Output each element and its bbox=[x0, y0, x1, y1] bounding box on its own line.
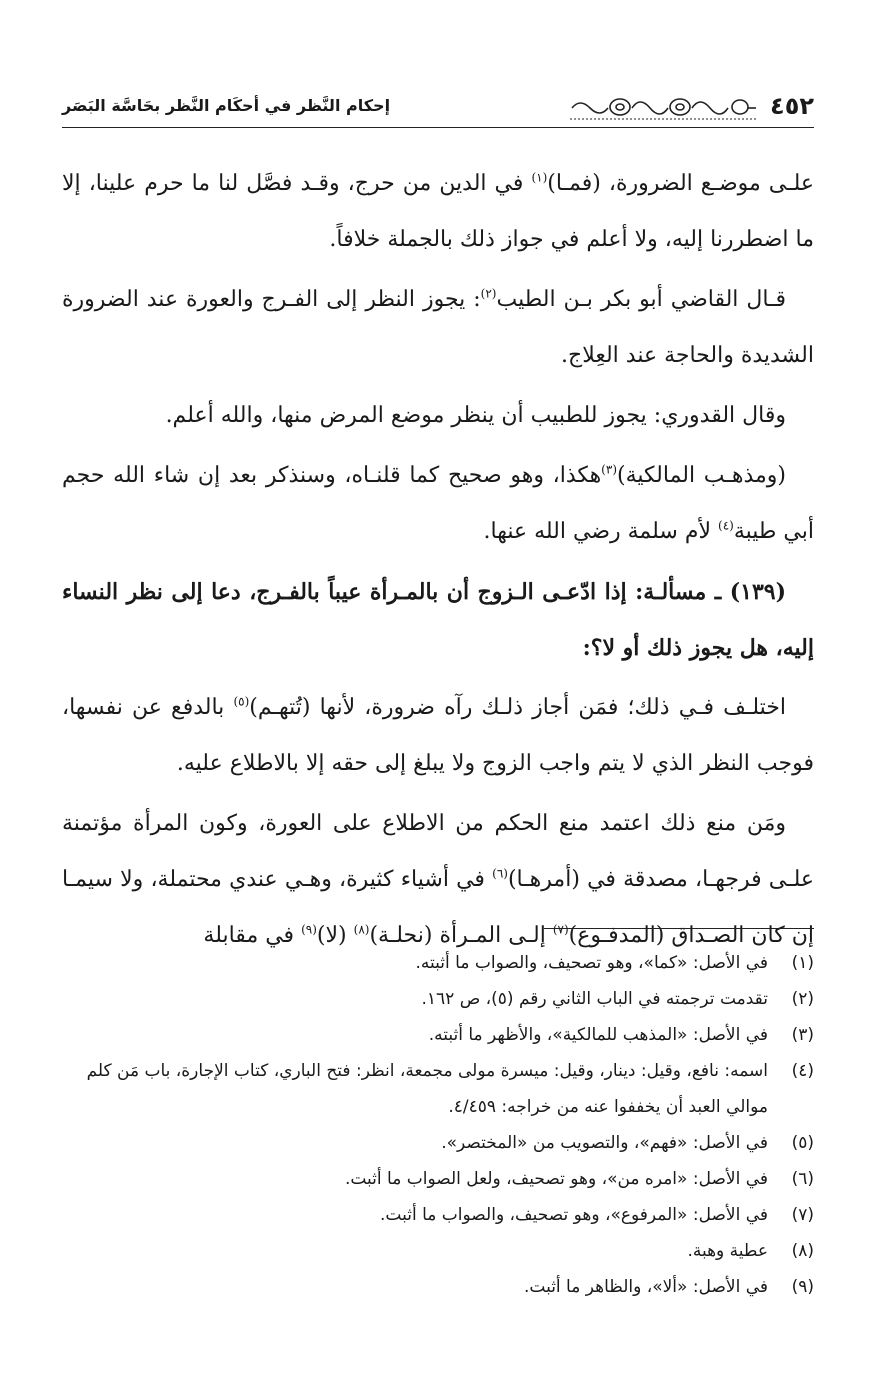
footnote-number: (٣) bbox=[791, 1025, 814, 1045]
footnote-item bbox=[62, 1197, 814, 1233]
footnote-number: (٤) bbox=[791, 1061, 814, 1081]
text-run: (ومذهـب المالكية) bbox=[617, 463, 786, 488]
text-run: هكذا، وهو صحيح كما قلنـاه، وسنذكر بعد إن شاء الله حجم أبي طيبة bbox=[62, 463, 814, 544]
text-run: في الدين من حرج، وقـد فصَّل لنا ما حرم علينا، إلا ما اضطررنا إليه، ولا أعلم في جواز ذلك بالجملة خلافاً. bbox=[62, 171, 814, 252]
text-run: قـال القاضي أبو بكر بـن الطيب bbox=[496, 287, 786, 312]
footnote-number: (٥) bbox=[791, 1133, 814, 1153]
footnote-item bbox=[62, 1161, 814, 1197]
text-run: في مقابلة bbox=[203, 923, 302, 948]
paragraph bbox=[62, 680, 814, 792]
text-run: لأم سلمة رضي الله عنها. bbox=[483, 519, 719, 544]
footnote-number: (١) bbox=[791, 953, 814, 973]
footnote-text: في الأصل: «امره من»، وهو تصحيف، ولعل الصواب ما أثبت. bbox=[344, 1169, 768, 1189]
footnote-text: في الأصل: «المذهب للمالكية»، والأظهر ما أثبته. bbox=[428, 1025, 768, 1045]
footnote-ref[interactable]: (٩) bbox=[301, 922, 317, 937]
footnote-ref[interactable]: (٦) bbox=[492, 866, 508, 881]
running-title: إحكام النَّظر في أحكَام النَّظر بحَاسَّة البَصَر bbox=[62, 96, 391, 115]
footnote-ref[interactable]: (٢) bbox=[480, 286, 497, 301]
page-number: ٤٥٢ bbox=[770, 92, 814, 120]
footnote-text: في الأصل: «ألا»، والظاهر ما أثبت. bbox=[523, 1277, 768, 1297]
footnote-item bbox=[62, 981, 814, 1017]
footnote-text: عطية وهبة. bbox=[687, 1241, 768, 1261]
text-run: علـى موضـع الضرورة، (فمـا) bbox=[547, 171, 814, 196]
footnote-text: اسمه: نافع، وقيل: دينار، وقيل: ميسرة مولى مجمعة، انظر: فتح الباري، كتاب الإجارة، باب مَن كلم موالي العبد أن يخففوا عنه من خراجه: ٤/٤٥٩. bbox=[86, 1061, 768, 1117]
text-run: اختلـف فـي ذلك؛ فمَن أجاز ذلـك رآه ضرورة، لأنها (تُتهـم) bbox=[249, 695, 786, 720]
footnote-item bbox=[62, 1125, 814, 1161]
footnote-number: (٢) bbox=[791, 989, 814, 1009]
main-text bbox=[62, 156, 814, 968]
text-run: بالدفع عن نفسها، فوجب النظر الذي لا يتم واجب الزوج ولا يبلغ إلى حقه إلا بالاطلاع عليه. bbox=[62, 695, 814, 776]
paragraph bbox=[62, 796, 814, 964]
footnote-text: في الأصل: «المرفوع»، وهو تصحيف، والصواب ما أثبت. bbox=[380, 1205, 768, 1225]
footnote-item bbox=[62, 945, 814, 981]
footnote-ref[interactable]: (٥) bbox=[233, 694, 250, 709]
paragraph: وقال القدوري: يجوز للطبيب أن ينظر موضع المرض منها، والله أعلم. bbox=[165, 403, 786, 428]
issue-heading: (١٣٩) ـ مسألـة: إذا ادّعـى الـزوج أن بالمـرأة عيباً بالفـرج، دعا إلى نظر النساء إليه، هل يجوز ذلك أو لا؟: bbox=[62, 579, 814, 661]
footnote-number: (٩) bbox=[791, 1277, 814, 1297]
text-run: في أشياء كثيرة، وهـي عندي محتملة، ولا سيمـا إن كان الصـداق (المدفـوع) bbox=[62, 867, 814, 948]
decorative-arabesque-icon bbox=[568, 92, 758, 122]
book-page bbox=[62, 0, 814, 1390]
text-run: إلـى المـرأة (نحلـة) bbox=[369, 923, 553, 948]
footnote-item bbox=[62, 1017, 814, 1053]
page-header bbox=[62, 86, 814, 126]
footnote-item bbox=[62, 1233, 814, 1269]
paragraph bbox=[62, 272, 814, 384]
footnote-ref[interactable]: (٤) bbox=[718, 518, 734, 533]
paragraph bbox=[62, 448, 814, 560]
footnote-text: في الأصل: «فهم»، والتصويب من «المختصر». bbox=[441, 1133, 768, 1153]
footnote-separator bbox=[544, 928, 814, 929]
footnote-number: (٦) bbox=[791, 1169, 814, 1189]
footnote-ref[interactable]: (٧) bbox=[552, 922, 569, 937]
header-rule bbox=[62, 127, 814, 128]
paragraph bbox=[62, 156, 814, 268]
footnote-number: (٨) bbox=[791, 1241, 814, 1261]
footnote-item bbox=[62, 1053, 814, 1125]
text-run: ومَن منع ذلك اعتمد منع الحكم من الاطلاع على العورة، وكون المرأة مؤتمنة علـى فرجهـا، مصدقة في (أمرهـا) bbox=[62, 811, 814, 892]
footnote-text: في الأصل: «كما»، وهو تصحيف، والصواب ما أثبته. bbox=[415, 953, 768, 973]
footnote-ref[interactable]: (٨) bbox=[353, 922, 370, 937]
footnote-item bbox=[62, 1269, 814, 1305]
text-run: : يجوز النظر إلى الفـرج والعورة عند الضرورة الشديدة والحاجة عند العِلاج. bbox=[62, 287, 814, 368]
footnote-ref[interactable]: (١) bbox=[531, 170, 548, 185]
footnote-ref[interactable]: (٣) bbox=[601, 462, 617, 477]
text-run: (لا) bbox=[316, 923, 354, 948]
footnotes bbox=[62, 945, 814, 1305]
footnote-text: تقدمت ترجمته في الباب الثاني رقم (٥)، ص ١٦٢. bbox=[421, 989, 768, 1009]
footnote-number: (٧) bbox=[791, 1205, 814, 1225]
